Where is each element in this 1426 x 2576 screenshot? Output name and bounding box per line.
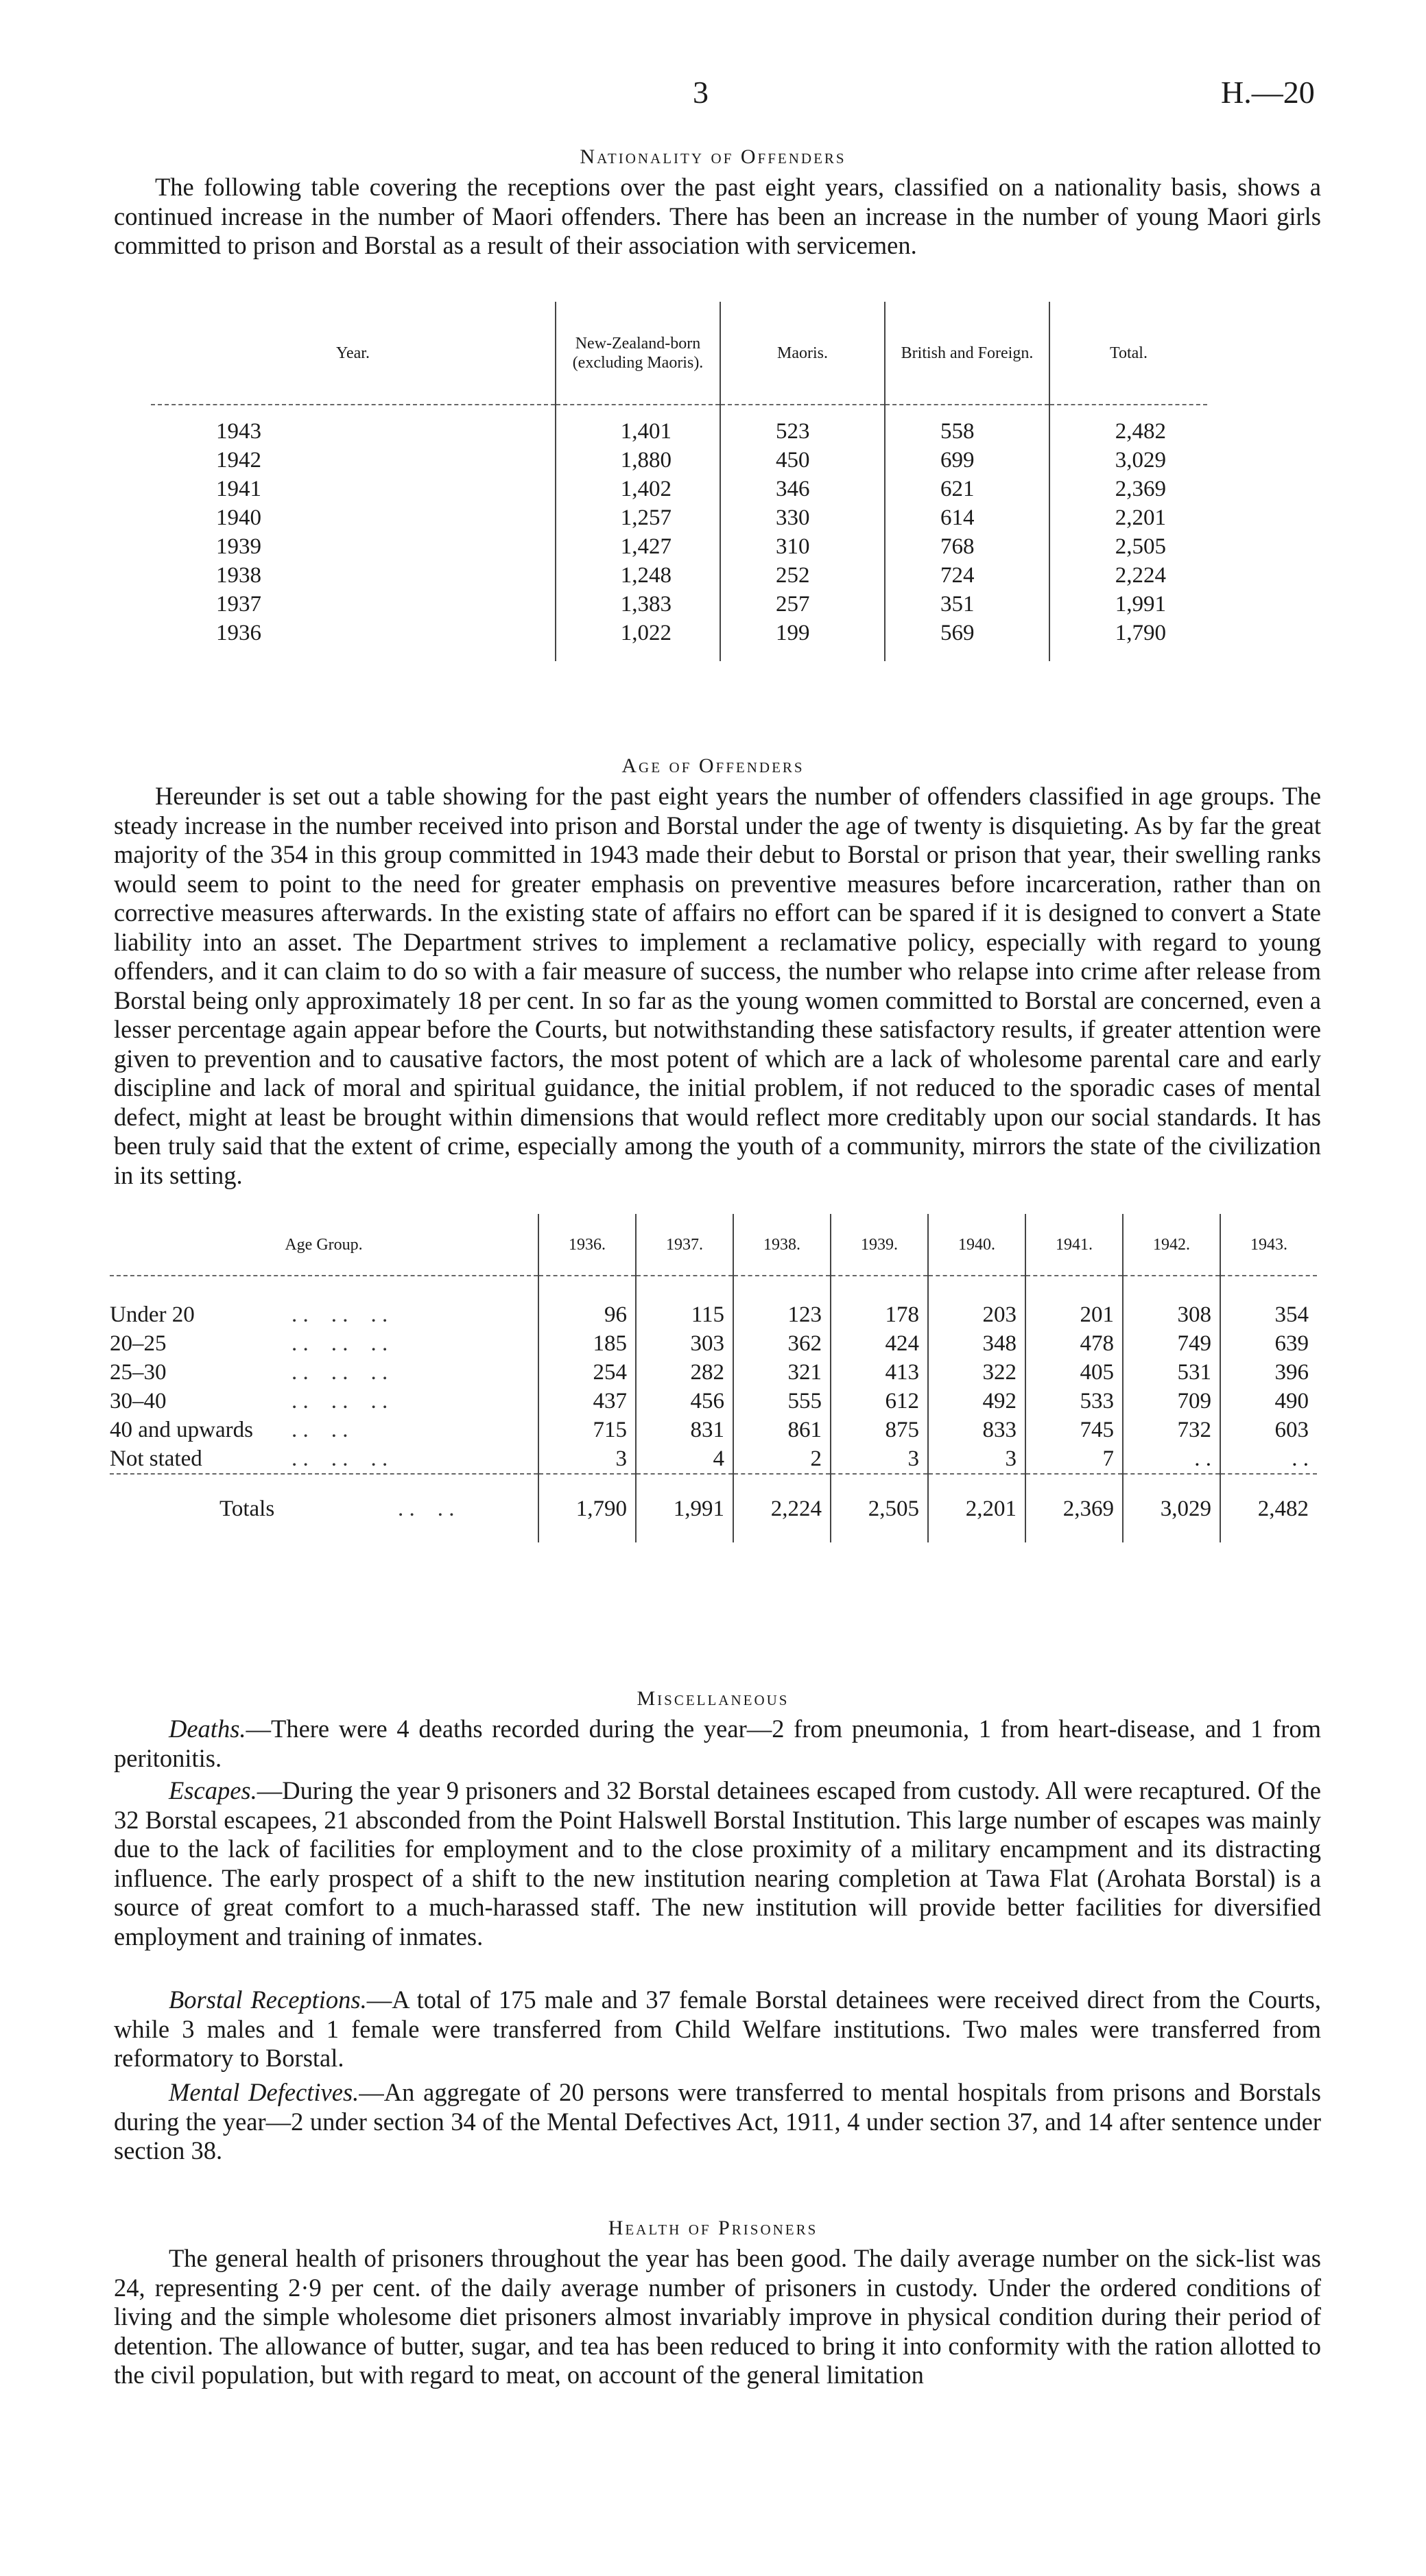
age-value-cell: 201 xyxy=(1025,1276,1123,1329)
age-value-cell: 437 xyxy=(538,1387,636,1416)
nationality-row xyxy=(151,619,1207,661)
year-cell: 1936 xyxy=(216,621,261,645)
nz-born-cell: 1,401 xyxy=(556,405,720,446)
nz-born-cell: 1,383 xyxy=(556,590,720,619)
age-value-cell: 7 xyxy=(1025,1444,1123,1474)
total-cell: 1,991 xyxy=(1049,590,1207,619)
age-row xyxy=(110,1358,1317,1387)
year-cell: 1938 xyxy=(216,563,261,588)
maoris-cell: 310 xyxy=(720,532,885,561)
health-heading: Health of Prisoners xyxy=(608,2217,818,2239)
escapes-paragraph xyxy=(114,1776,1321,1951)
col-year: 1940. xyxy=(928,1214,1025,1276)
age-group-cell xyxy=(110,1276,538,1329)
age-value-cell: 203 xyxy=(928,1276,1025,1329)
age-row xyxy=(110,1329,1317,1358)
col-year: 1941. xyxy=(1025,1214,1123,1276)
age-value-cell: 533 xyxy=(1025,1387,1123,1416)
age-value-cell: 861 xyxy=(733,1416,831,1444)
borstal-label: Borstal Receptions. xyxy=(169,1985,367,2014)
british-cell: 569 xyxy=(885,619,1049,661)
age-value-cell: 732 xyxy=(1123,1416,1220,1444)
nz-born-cell: 1,248 xyxy=(556,561,720,590)
nz-born-cell: 1,427 xyxy=(556,532,720,561)
mental-label: Mental Defectives. xyxy=(169,2078,359,2106)
total-value-cell: 2,505 xyxy=(831,1474,928,1542)
age-value-cell: 709 xyxy=(1123,1387,1220,1416)
age-value-cell: 424 xyxy=(831,1329,928,1358)
age-intro: Hereunder is set out a table showing for the past eight years the number of offenders classified in age groups. The steady increase in the number received into prison and Borstal under the age of twenty is disquieting. As by far the great majority of the 354 in this group committed in 1943 made their debut to Borstal or prison that year, their swelling ranks would seem to point to the need for greater emphasis on preventive measures before incarceration, rather than on corrective measures afterwards. In the existing state of affairs no effort can be spared if it is designed to convert a State liability into an asset. The Department strives to implement a reclamative policy, especially with regard to young offenders, and it can claim to do so with a fair measure of success, the number who relapse into crime after release from Borstal being only approximately 18 per cent. In so far as the young women committed to Borstal are concerned, even a lesser percentage again appear before the Courts, but notwithstanding these satisfactory results, if greater attention were given to prevention and to causative factors, the most potent of which are a lack of wholesome parental care and early discipline and lack of moral and spiritual guidance, the initial problem, if not reduced to the sporadic cases of mental defect, might at least be brought within dimensions that would reflect more creditably upon our social standards. It has been truly said that the extent of crime, especially among the youth of a community, mirrors the state of the civilization in its setting. xyxy=(114,782,1321,1189)
total-value-cell: 3,029 xyxy=(1123,1474,1220,1542)
total-cell: 2,224 xyxy=(1049,561,1207,590)
col-maoris: Maoris. xyxy=(720,302,885,405)
col-total: Total. xyxy=(1049,302,1207,405)
age-group-cell xyxy=(110,1358,538,1387)
nz-born-cell: 1,257 xyxy=(556,503,720,532)
total-cell: 2,505 xyxy=(1049,532,1207,561)
nz-born-cell: 1,402 xyxy=(556,475,720,503)
age-value-cell: . . xyxy=(1123,1444,1220,1474)
col-year: 1936. xyxy=(538,1214,636,1276)
maoris-cell: 252 xyxy=(720,561,885,590)
col-year: 1937. xyxy=(636,1214,733,1276)
age-group-label: Under 20 xyxy=(110,1302,195,1327)
escapes-text: —During the year 9 prisoners and 32 Borstal detainees escaped from custody. All were recaptured. Of the 32 Borstal escapees, 21 absconded from the Point Halswell Borstal Institution. This large number of escapes was mainly due to the lack of facilities for employment and to the close proximity of a military encampment and its distracting influence. The early prospect of a shift to the new institution nearing completion at Tawa Flat (Arohata Borstal) is a source of great comfort to a much-harassed staff. The new institution will provide better facilities for diversified employment and training of inmates. xyxy=(114,1776,1321,1951)
total-value-cell: 2,201 xyxy=(928,1474,1025,1542)
misc-heading: Miscellaneous xyxy=(637,1687,789,1710)
year-cell: 1942 xyxy=(216,448,261,473)
age-value-cell: 3 xyxy=(831,1444,928,1474)
british-cell: 351 xyxy=(885,590,1049,619)
total-cell: 3,029 xyxy=(1049,446,1207,475)
age-value-cell: . . xyxy=(1220,1444,1317,1474)
age-value-cell: 4 xyxy=(636,1444,733,1474)
age-value-cell: 405 xyxy=(1025,1358,1123,1387)
year-cell: 1937 xyxy=(216,592,261,617)
age-value-cell: 178 xyxy=(831,1276,928,1329)
age-table xyxy=(110,1214,1317,1542)
age-value-cell: 875 xyxy=(831,1416,928,1444)
maoris-cell: 199 xyxy=(720,619,885,661)
age-value-cell: 555 xyxy=(733,1387,831,1416)
maoris-cell: 346 xyxy=(720,475,885,503)
age-group-label: 30–40 xyxy=(110,1389,167,1414)
age-group-cell xyxy=(110,1416,538,1444)
british-cell: 614 xyxy=(885,503,1049,532)
deaths-text: —There were 4 deaths recorded during the year—2 from pneumonia, 1 from heart-disease, and 1 from peritonitis. xyxy=(114,1715,1321,1772)
nationality-row xyxy=(151,532,1207,561)
deaths-label: Deaths. xyxy=(169,1715,246,1743)
year-cell: 1940 xyxy=(216,505,261,530)
leader-dots: . . . . . . xyxy=(292,1331,388,1356)
age-group-label: 25–30 xyxy=(110,1360,167,1385)
age-value-cell: 123 xyxy=(733,1276,831,1329)
col-age-group: Age Group. xyxy=(285,1235,363,1254)
total-cell: 1,790 xyxy=(1049,619,1207,661)
age-value-cell: 354 xyxy=(1220,1276,1317,1329)
year-cell: 1939 xyxy=(216,534,261,559)
age-row xyxy=(110,1444,1317,1474)
leader-dots: . . . . . . xyxy=(292,1302,388,1327)
age-group-cell xyxy=(110,1387,538,1416)
deaths-paragraph xyxy=(114,1715,1321,1773)
age-value-cell: 115 xyxy=(636,1276,733,1329)
year-cell: 1941 xyxy=(216,477,261,501)
mental-text: —An aggregate of 20 persons were transferred to mental hospitals from prisons and Borstals during the year—2 under section 34 of the Mental Defectives Act, 1911, 4 under section 37, and 14 after sentence under section 38. xyxy=(114,2078,1321,2164)
col-british: British and Foreign. xyxy=(885,302,1049,405)
col-year: 1943. xyxy=(1220,1214,1317,1276)
age-row xyxy=(110,1416,1317,1444)
total-cell: 2,482 xyxy=(1049,405,1207,446)
nationality-row xyxy=(151,503,1207,532)
nationality-row xyxy=(151,405,1207,446)
age-value-cell: 749 xyxy=(1123,1329,1220,1358)
age-value-cell: 303 xyxy=(636,1329,733,1358)
age-group-label: 20–25 xyxy=(110,1331,167,1356)
total-value-cell: 2,369 xyxy=(1025,1474,1123,1542)
col-year: Year. xyxy=(336,344,370,362)
age-value-cell: 478 xyxy=(1025,1329,1123,1358)
age-value-cell: 322 xyxy=(928,1358,1025,1387)
escapes-label: Escapes. xyxy=(169,1776,257,1804)
age-value-cell: 456 xyxy=(636,1387,733,1416)
age-row xyxy=(110,1276,1317,1329)
age-row xyxy=(110,1387,1317,1416)
age-value-cell: 348 xyxy=(928,1329,1025,1358)
age-value-cell: 745 xyxy=(1025,1416,1123,1444)
maoris-cell: 330 xyxy=(720,503,885,532)
age-value-cell: 321 xyxy=(733,1358,831,1387)
age-value-cell: 2 xyxy=(733,1444,831,1474)
age-value-cell: 185 xyxy=(538,1329,636,1358)
document-reference: H.—20 xyxy=(1221,75,1315,110)
nationality-row xyxy=(151,475,1207,503)
maoris-cell: 450 xyxy=(720,446,885,475)
borstal-paragraph xyxy=(114,1985,1321,2073)
nationality-table xyxy=(151,302,1207,661)
col-year: 1939. xyxy=(831,1214,928,1276)
age-value-cell: 96 xyxy=(538,1276,636,1329)
age-value-cell: 490 xyxy=(1220,1387,1317,1416)
british-cell: 724 xyxy=(885,561,1049,590)
total-value-cell: 1,790 xyxy=(538,1474,636,1542)
totals-label-cell xyxy=(110,1474,538,1542)
british-cell: 768 xyxy=(885,532,1049,561)
leader-dots: . . . . xyxy=(398,1496,455,1521)
age-value-cell: 831 xyxy=(636,1416,733,1444)
age-group-label: Not stated xyxy=(110,1446,202,1471)
age-value-cell: 3 xyxy=(538,1444,636,1474)
age-value-cell: 612 xyxy=(831,1387,928,1416)
total-value-cell: 2,224 xyxy=(733,1474,831,1542)
age-value-cell: 833 xyxy=(928,1416,1025,1444)
totals-label: Totals xyxy=(219,1496,275,1521)
leader-dots: . . . . . . xyxy=(292,1389,388,1414)
year-cell: 1943 xyxy=(216,419,261,444)
col-nz-born: New-Zealand-born (excluding Maoris). xyxy=(556,302,720,405)
british-cell: 558 xyxy=(885,405,1049,446)
age-value-cell: 715 xyxy=(538,1416,636,1444)
age-value-cell: 308 xyxy=(1123,1276,1220,1329)
age-value-cell: 282 xyxy=(636,1358,733,1387)
leader-dots: . . . . . . xyxy=(292,1446,388,1471)
nationality-heading: Nationality of Offenders xyxy=(580,145,846,168)
age-group-label: 40 and upwards xyxy=(110,1418,253,1442)
age-heading: Age of Offenders xyxy=(621,754,805,777)
page-number: 3 xyxy=(693,75,709,110)
age-group-cell xyxy=(110,1444,538,1474)
maoris-cell: 257 xyxy=(720,590,885,619)
total-value-cell: 1,991 xyxy=(636,1474,733,1542)
age-value-cell: 3 xyxy=(928,1444,1025,1474)
age-group-cell xyxy=(110,1329,538,1358)
leader-dots: . . . . xyxy=(292,1418,348,1442)
age-value-cell: 362 xyxy=(733,1329,831,1358)
british-cell: 699 xyxy=(885,446,1049,475)
total-cell: 2,201 xyxy=(1049,503,1207,532)
age-value-cell: 639 xyxy=(1220,1329,1317,1358)
british-cell: 621 xyxy=(885,475,1049,503)
health-paragraph: The general health of prisoners throughout the year has been good. The daily average number on the sick-list was 24, representing 2·9 per cent. of the daily average number of prisoners in custody. Under the ordered conditions of living and the simple wholesome diet prisoners almost invariably improve in physical condition during their period of detention. The allowance of butter, sugar, and tea has been reduced to bring it into conformity with the ration allotted to the civil population, but with regard to meat, on account of the general limitation xyxy=(114,2244,1321,2389)
col-year: 1938. xyxy=(733,1214,831,1276)
age-value-cell: 254 xyxy=(538,1358,636,1387)
age-value-cell: 531 xyxy=(1123,1358,1220,1387)
total-cell: 2,369 xyxy=(1049,475,1207,503)
nz-born-cell: 1,880 xyxy=(556,446,720,475)
age-value-cell: 396 xyxy=(1220,1358,1317,1387)
nationality-row xyxy=(151,446,1207,475)
age-value-cell: 413 xyxy=(831,1358,928,1387)
mental-paragraph xyxy=(114,2078,1321,2166)
maoris-cell: 523 xyxy=(720,405,885,446)
col-year: 1942. xyxy=(1123,1214,1220,1276)
age-value-cell: 603 xyxy=(1220,1416,1317,1444)
leader-dots: . . . . . . xyxy=(292,1360,388,1385)
borstal-text: —A total of 175 male and 37 female Borstal detainees were received direct from the Courts, while 3 males and 1 female were transferred from Child Welfare institutions. Two males were transferred from reformatory to Borstal. xyxy=(114,1985,1321,2072)
nationality-row xyxy=(151,561,1207,590)
nationality-intro: The following table covering the receptions over the past eight years, classified on a nationality basis, shows a continued increase in the number of Maori offenders. There has been an increase in the number of young Maori girls committed to prison and Borstal as a result of their association with servicemen. xyxy=(114,173,1321,259)
nationality-row xyxy=(151,590,1207,619)
age-value-cell: 492 xyxy=(928,1387,1025,1416)
nz-born-cell: 1,022 xyxy=(556,619,720,661)
totals-row xyxy=(110,1474,1317,1542)
total-value-cell: 2,482 xyxy=(1220,1474,1317,1542)
